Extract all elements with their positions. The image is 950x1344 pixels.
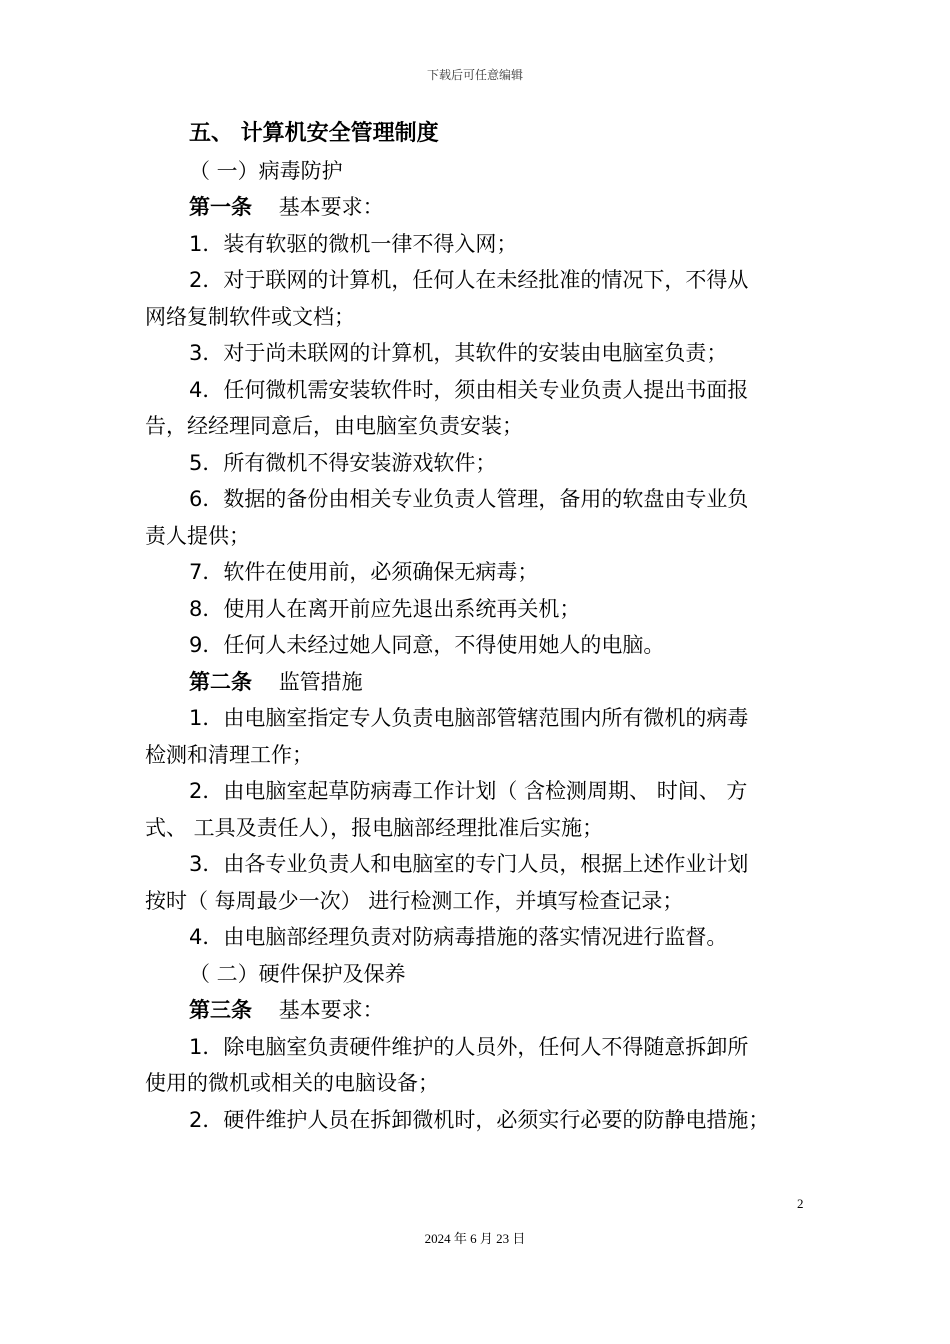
paragraph-line: 7．软件在使用前，必须确保无病毒；: [189, 560, 539, 584]
paragraph-line: 3．由各专业负责人和电脑室的专门人员，根据上述作业计划: [189, 852, 749, 876]
article-text: 基本要求：: [278, 998, 384, 1022]
article-label: 第三条: [189, 998, 252, 1022]
paragraph-line: 责人提供；: [145, 523, 250, 548]
article-heading: [145, 664, 815, 701]
paragraph-line: 4．任何微机需安装软件时，须由相关专业负责人提出书面报: [189, 377, 749, 402]
paragraph-line: 3．对于尚未联网的计算机，其软件的安装由电脑室负责；: [189, 341, 728, 365]
paragraph-line: 检测和清理工作；: [145, 742, 313, 767]
section-title: （ 二）硬件保护及保养: [189, 961, 406, 986]
document-body: [145, 116, 815, 1138]
article-label: 第一条: [189, 195, 252, 219]
page-number: 2: [797, 1196, 804, 1211]
paragraph-line: 1．装有软驱的微机一律不得入网；: [189, 231, 518, 256]
footer-date: 2024 年 6 月 23 日: [424, 1231, 526, 1246]
section-title: （ 一）病毒防护: [189, 158, 343, 183]
paragraph-line: 使用的微机或相关的电脑设备；: [145, 1071, 439, 1095]
paragraph-line: 式、 工具及责任人），报电脑部经理批准后实施；: [145, 815, 604, 840]
paragraph-line: 6．数据的备份由相关专业负责人管理，备用的软盘由专业负: [189, 487, 749, 511]
paragraph-line: 2．硬件维护人员在拆卸微机时，必须实行必要的防静电措施；: [189, 1107, 770, 1132]
paragraph-line: 按时（ 每周最少一次） 进行检测工作，并填写检查记录；: [145, 888, 684, 913]
paragraph-line: 1．除电脑室负责硬件维护的人员外，任何人不得随意拆卸所: [189, 1034, 749, 1059]
article-label: 第二条: [189, 669, 252, 694]
paragraph-line: 9．任何人未经过她人同意，不得使用她人的电脑。: [189, 633, 665, 657]
paragraph-line: 4．由电脑部经理负责对防病毒措施的落实情况进行监督。: [189, 925, 728, 949]
paragraph-line: 2．由电脑室起草防病毒工作计划（ 含检测周期、 时间、 方: [189, 779, 748, 803]
paragraph-line: 8．使用人在离开前应先退出系统再关机；: [189, 596, 581, 621]
chapter-title: 五、 计算机安全管理制度: [189, 121, 439, 146]
article-heading: [145, 992, 815, 1029]
paragraph-line: 2．对于联网的计算机，任何人在未经批准的情况下，不得从: [189, 268, 749, 292]
article-text: 监管措施: [278, 669, 363, 694]
article-text: 基本要求：: [278, 195, 384, 219]
paragraph-line: 1．由电脑室指定专人负责电脑部管辖范围内所有微机的病毒: [189, 706, 749, 730]
paragraph-line: 5．所有微机不得安装游戏软件；: [189, 450, 497, 475]
paragraph-line: 告，经经理同意后，由电脑室负责安装；: [145, 414, 523, 438]
article-heading: [145, 189, 815, 226]
paragraph-line: 网络复制软件或文档；: [145, 304, 355, 329]
header-note: 下载后可任意编辑: [426, 68, 523, 82]
